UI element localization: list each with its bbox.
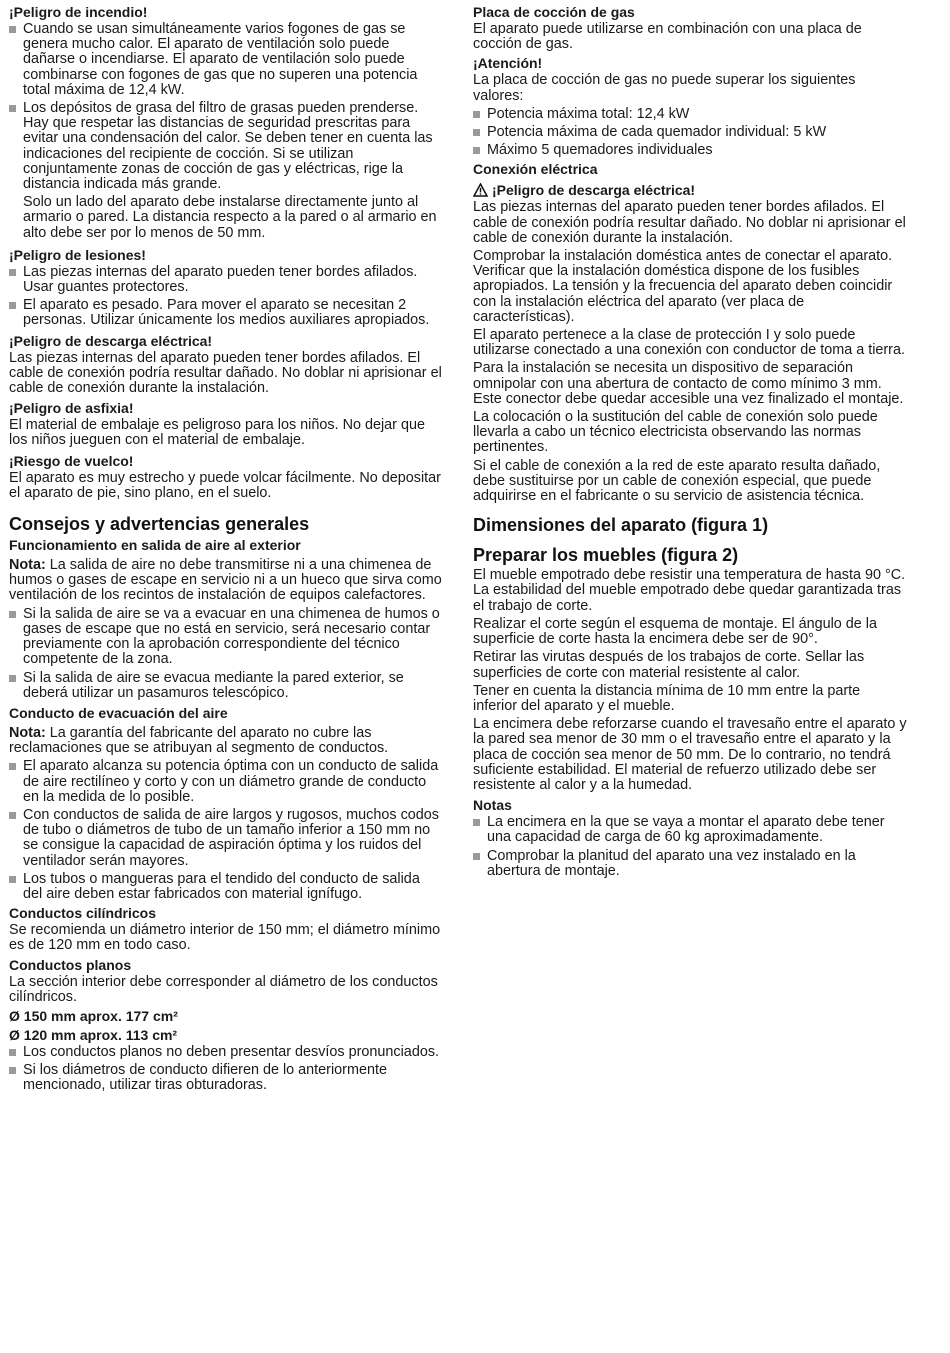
bullet-square-icon [9,876,16,883]
duct-note [9,726,443,756]
flat-bullet-1: Los conductos planos no deben presentar desvíos pronunciados. [23,1043,440,1060]
gas-bullet-3: Máximo 5 quemadores individuales [487,142,713,159]
bullet-square-icon [473,147,480,154]
round-duct-heading: Conductos cilíndricos [9,905,157,922]
list-item [9,1045,443,1060]
tip-over-paragraph: El aparato es muy estrecho y puede volcar fácilmente. No depositar el aparato de pie, sino plano, en el suelo. [9,469,441,501]
exhaust-bullet-2: Si la salida de aire se evacua mediante la pared exterior, se deberá utilizar un pasamuros telescópico. [23,669,404,701]
list-item [473,143,907,158]
injury-heading: ¡Peligro de lesiones! [9,246,146,263]
flat-duct-heading: Conductos planos [9,956,132,973]
prep-paragraph-4: Tener en cuenta la distancia mínima de 10 mm entre la parte inferior del aparato y el mueble. [473,682,861,714]
right-column [473,4,907,882]
list-item [473,815,907,845]
duct-heading: Conducto de evacuación del aire [9,704,228,721]
list-item [9,759,443,805]
prep-paragraph-2: Realizar el corte según el esquema de montaje. El ángulo de la superficie de corte hasta la encimera debe ser de 90°. [473,615,877,648]
bullet-square-icon [9,1049,16,1056]
dimensions-title: Dimensiones del aparato (figura 1) [473,515,769,536]
list-item [9,671,443,701]
bullet-square-icon [473,819,480,826]
tip-over-heading: ¡Riesgo de vuelco! [9,452,134,469]
general-advice-title: Consejos y advertencias generales [9,514,310,535]
bullet-square-icon [9,269,16,276]
bullet-square-icon [473,111,480,118]
gas-bullet-2: Potencia máxima de cada quemador individual: 5 kW [487,124,827,141]
fire-heading: ¡Peligro de incendio! [9,4,148,20]
prepare-furniture-title: Preparar los muebles (figura 2) [473,545,739,566]
bullet-square-icon [9,26,16,33]
round-duct-paragraph: Se recomienda un diámetro interior de 150 mm; el diámetro mínimo es de 120 mm en todo caso. [9,922,441,954]
fire-bullet-2: Los depósitos de grasa del filtro de grasas pueden prenderse. Hay que respetar las distancias de seguridad prescritas para evitar una condensación del calor. Se deben tener en cuenta las indicaciones del recipiente de cocción. Si se utilizan conjuntamente zonas de cocción de gas y eléctricas, rige la distancia indicada más grande. [23,100,433,193]
exhaust-note [9,558,443,604]
duct-bullet-2: Con conductos de salida de aire largos y rugosos, muchos codos de tubo o diámetros de tubo de un tamaño inferior a 150 mm no se consigue la capacidad de aspiración óptima y los ruidos del ventilador serán mayores. [23,806,439,869]
duct-bullet-1: El aparato alcanza su potencia óptima con un conducto de salida de aire rectilíneo y corto y con un diámetro grande de conducto en la medida de lo posible. [23,758,439,805]
list-item [473,849,907,879]
bullet-square-icon [9,763,16,770]
duct-bullet-3: Los tubos o mangueras para el tendido del conducto de salida del aire deben estar fabricados con material ignífugo. [23,870,420,902]
notes-bullet-1: La encimera en la que se vaya a montar el aparato debe tener una capacidad de carga de 60 kg aproximadamente. [487,814,885,846]
bullet-square-icon [473,853,480,860]
list-item [9,298,443,328]
list-item [9,101,443,192]
electrical-warning-text: ¡Peligro de descarga eléctrica! [492,182,696,199]
fire-paragraph: Solo un lado del aparato debe instalarse directamente junto al armario o pared. La distancia respecto a la pared o al armario en alto debe ser por lo menos de 50 mm. [23,194,437,241]
list-item [473,107,907,122]
elec-paragraph-6: Si el cable de conexión a la red de este aparato resulta dañado, debe sustituirse por un cable de conexión especial, que puede adquirirse en el fabricante o su servicio de asistencia técnica. [473,457,881,505]
prep-paragraph-3: Retirar las virutas después de los trabajos de corte. Sellar las superficies de corte con material resistente al calor. [473,649,865,681]
bullet-square-icon [9,105,16,112]
elec-paragraph-2: Comprobar la instalación doméstica antes de conectar el aparato. Verificar que la instalación doméstica dispone de los fusibles apropiados. La tensión y la frecuencia del aparato deben coincidir con la instalación eléctrica del aparato (ver placa de características). [473,248,893,325]
list-item [9,1063,443,1093]
injury-bullet-1: Las piezas internas del aparato pueden tener bordes afilados. Usar guantes protectores. [23,263,418,296]
gas-bullet-1: Potencia máxima total: 12,4 kW [487,105,690,122]
gas-hob-heading: Placa de cocción de gas [473,4,635,20]
injury-bullet-2: El aparato es pesado. Para mover el aparato se necesitan 2 personas. Utilizar únicamente los medios auxiliares apropiados. [23,297,430,329]
elec-paragraph-3: El aparato pertenece a la clase de protección I y solo puede utilizarse conectado a una conexión con conductor de toma a tierra. [473,327,905,359]
asphyxia-paragraph: El material de embalaje es peligroso para los niños. No dejar que los niños jueguen con el material de embalaje. [9,417,425,449]
electrical-heading: Conexión eléctrica [473,161,598,178]
duct-note-text: La garantía del fabricante del aparato no cubre las reclamaciones que se atribuyan al segmento de conductos. [9,724,389,757]
bullet-square-icon [9,302,16,309]
notes-bullet-2: Comprobar la planitud del aparato una vez instalado en la abertura de montaje. [487,847,856,879]
elec-paragraph-5: La colocación o la sustitución del cable de conexión solo puede llevarla a cabo un técnico electricista observando las normas pertinentes. [473,409,878,456]
prep-paragraph-5: La encimera debe reforzarse cuando el travesaño entre el aparato y la pared sea menor de 30 mm o el travesaño entre el aparato y la placa de cocción sea menor de 50 mm. De lo contrario, no tendrá suficiente estabilidad. El material de refuerzo utilizado debe ser resistente al calor y a la humedad. [473,716,907,793]
bullet-square-icon [9,675,16,682]
flat-bullet-2: Si los diámetros de conducto difieren de lo anteriormente mencionado, utilizar tiras obturadoras. [23,1062,387,1094]
list-item [473,125,907,140]
gas-hob-paragraph: El aparato puede utilizarse en combinación con una placa de cocción de gas. [473,21,862,53]
exhaust-heading: Funcionamiento en salida de aire al exterior [9,537,301,554]
list-item [9,808,443,869]
list-item [9,22,443,98]
exhaust-note-text: La salida de aire no debe transmitirse ni a una chimenea de humos o gases de escape en servicio ni a un hueco que sirva como ventilación de los recintos de instalación de equipos calefactores. [9,557,442,604]
warning-triangle-icon [473,183,488,197]
shock-heading: ¡Peligro de descarga eléctrica! [9,332,213,349]
list-item [9,265,443,295]
diameter-150: Ø 150 mm aprox. 177 cm² [9,1007,178,1024]
asphyxia-heading: ¡Peligro de asfixia! [9,400,134,417]
fire-bullet-1: Cuando se usan simultáneamente varios fogones de gas se genera mucho calor. El aparato de ventilación solo puede dañarse o incendiarse. El aparato de ventilación solo puede combinarse con fogones de gas que no superen una potencia total máxima de 12,4 kW. [23,21,418,98]
attention-heading: ¡Atención! [473,55,543,72]
diameter-120: Ø 120 mm aprox. 113 cm² [9,1026,178,1043]
note-label: Nota: [9,724,46,741]
bullet-square-icon [9,1067,16,1074]
prep-paragraph-1: El mueble empotrado debe resistir una temperatura de hasta 90 °C. La estabilidad del mueble empotrado debe quedar garantizada tras el trabajo de corte. [473,567,906,614]
note-label: Nota: [9,557,46,574]
bullet-square-icon [473,129,480,136]
list-item [9,872,443,902]
shock-paragraph: Las piezas internas del aparato pueden tener bordes afilados. El cable de conexión podría resultar dañado. No doblar ni aprisionar el cable de conexión durante la instalación. [9,349,442,397]
list-item [9,607,443,668]
elec-paragraph-4: Para la instalación se necesita un dispositivo de separación omnipolar con una abertura de contacto de como mínimo 3 mm. Este conector debe quedar accesible una vez finalizado el montaje. [473,360,904,407]
bullet-square-icon [9,611,16,618]
flat-duct-paragraph: La sección interior debe corresponder al diámetro de los conductos cilíndricos. [9,973,438,1005]
electrical-warning [473,182,907,199]
notes-heading: Notas [473,797,512,814]
left-column [9,4,443,1097]
bullet-square-icon [9,812,16,819]
exhaust-bullet-1: Si la salida de aire se va a evacuar en una chimenea de humos o gases de escape que no está en servicio, será necesario contar previamente con la aprobación correspondiente del técnico competente de la zona. [23,605,440,668]
gas-limits-paragraph: La placa de cocción de gas no puede superar los siguientes valores: [473,72,856,104]
elec-paragraph-1: Las piezas internas del aparato pueden tener bordes afilados. El cable de conexión podría resultar dañado. No doblar ni aprisionar el cable de conexión durante la instalación. [473,199,906,246]
